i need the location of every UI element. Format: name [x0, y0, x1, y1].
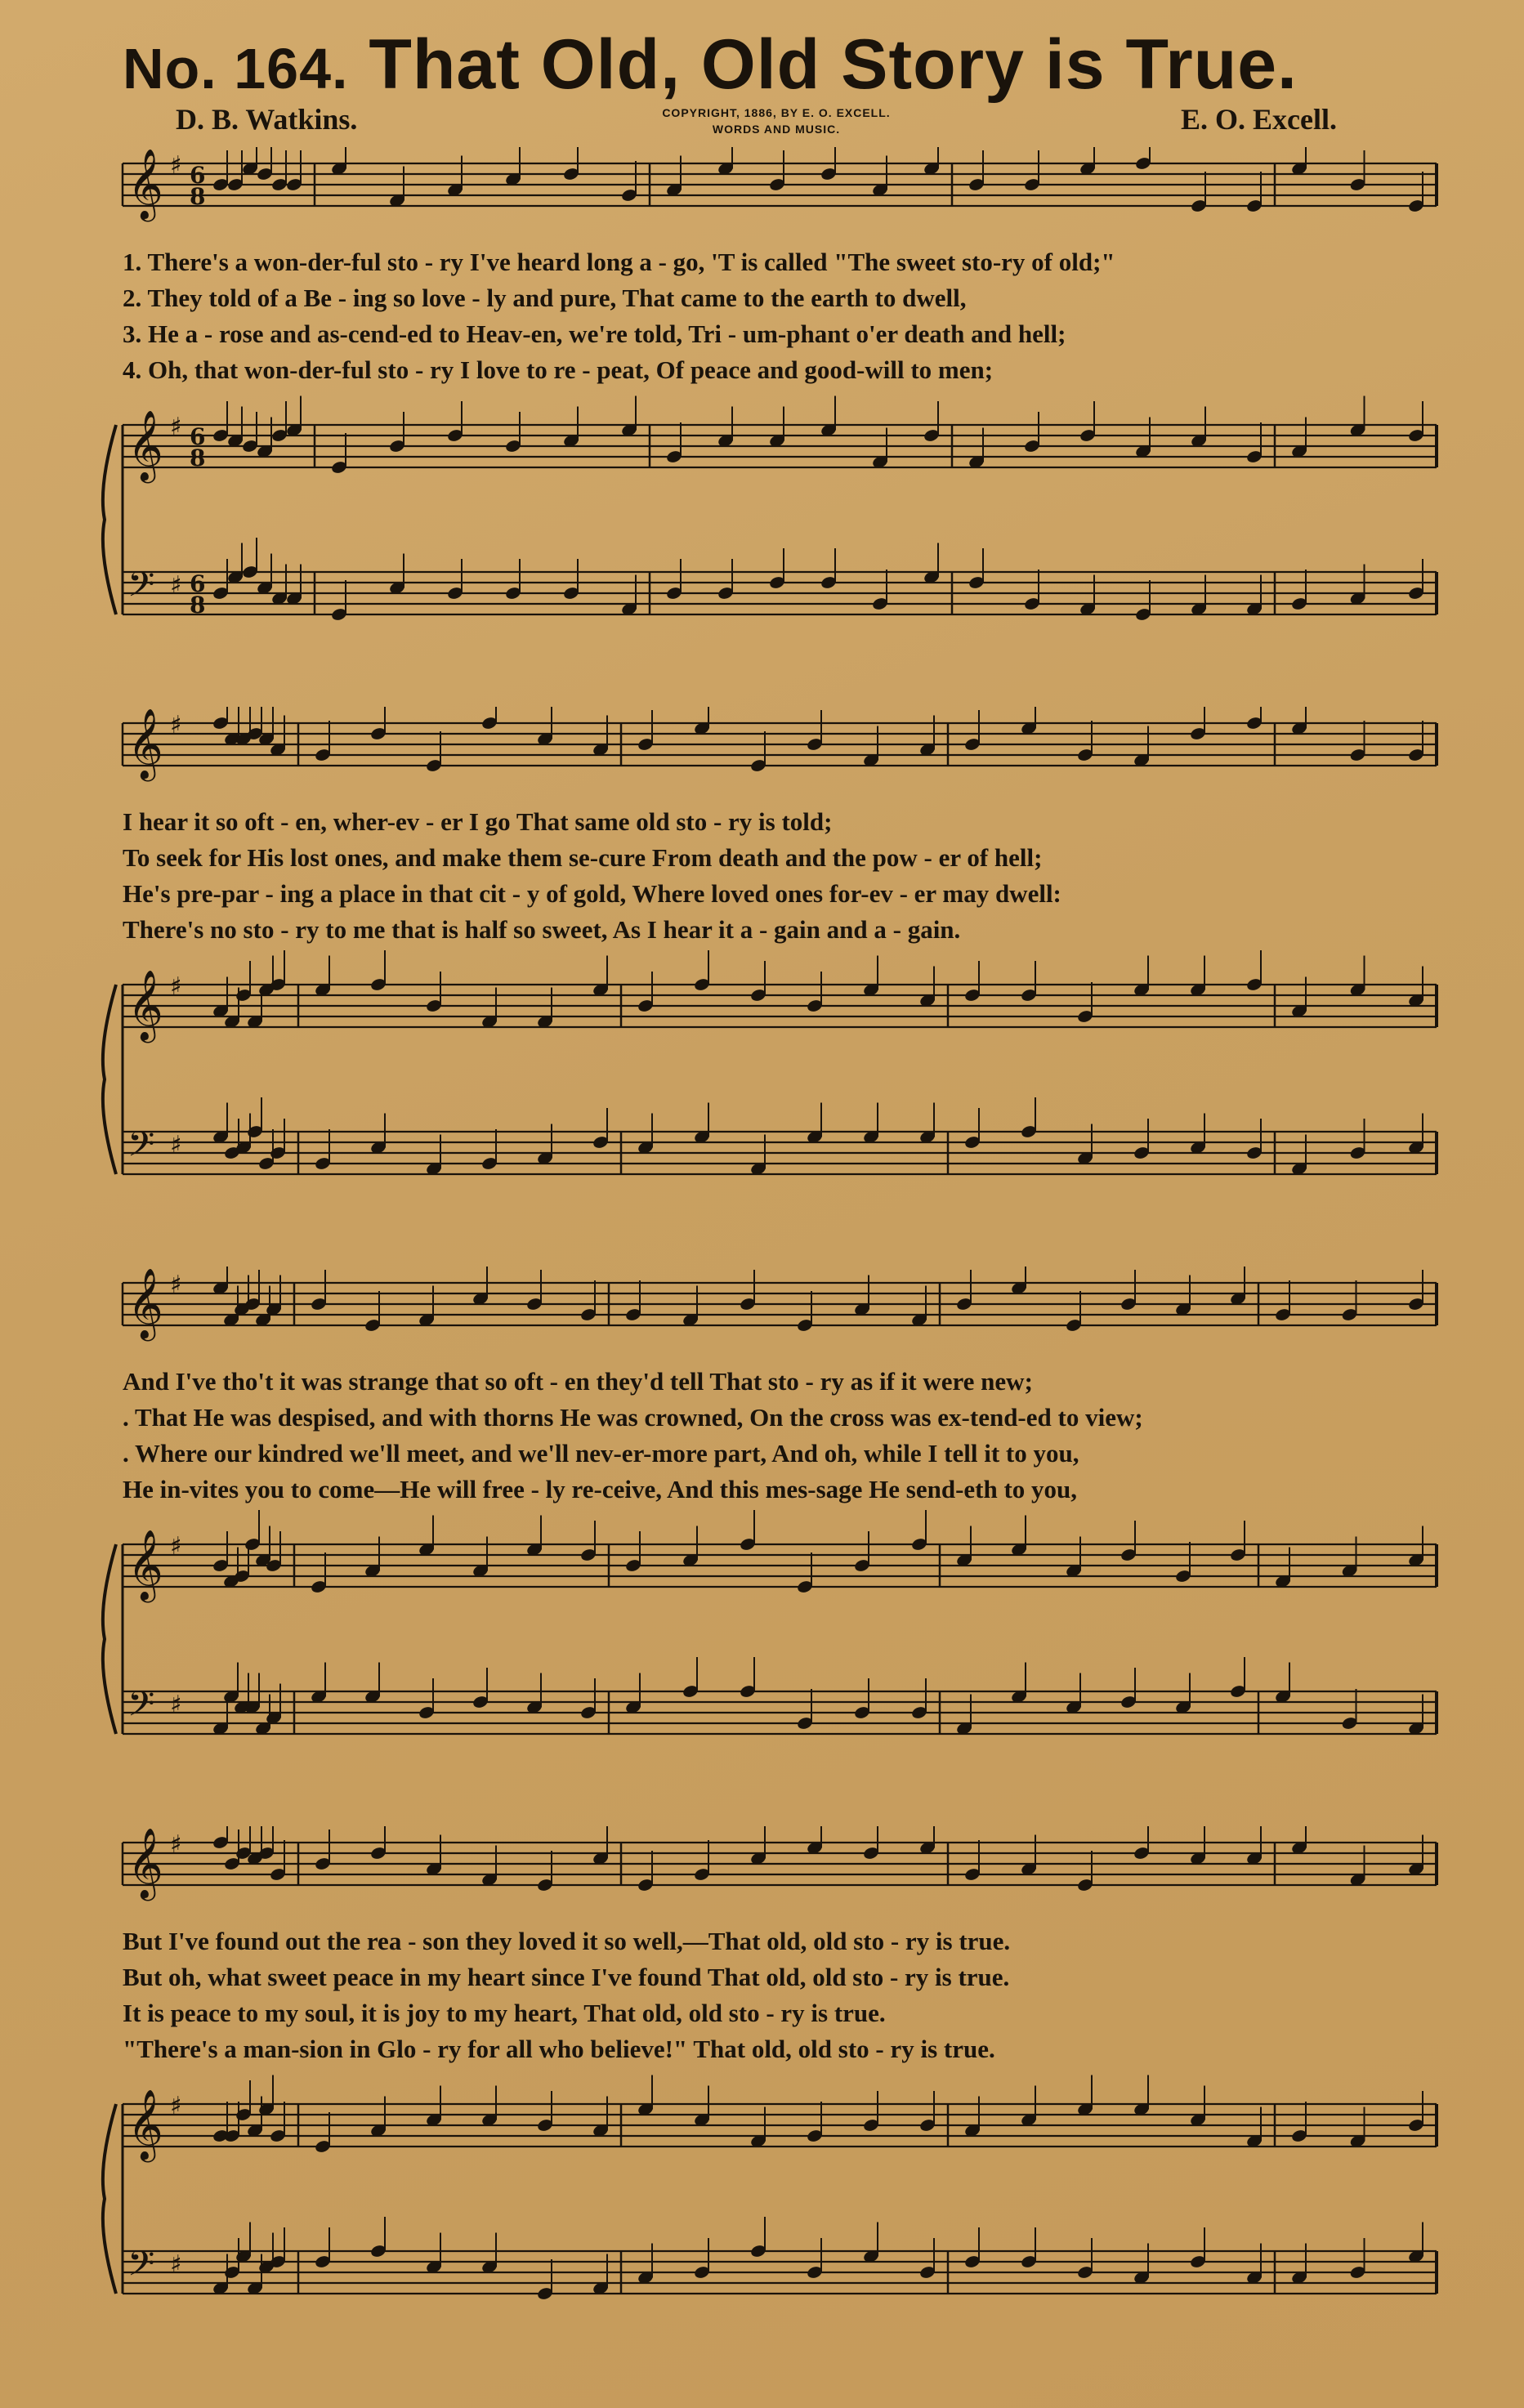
key-sharp: ♯ — [170, 151, 182, 180]
treble-clef: 𝄞 — [127, 1268, 163, 1338]
key-sharp: ♯ — [170, 1131, 182, 1159]
music-system-3 — [0, 1267, 1524, 1798]
treble-clef: 𝄞 — [127, 708, 163, 779]
verse-1-lyric: 1. There's a won-der-ful sto - ry I've heard long a - go, 'T is called "The sweet sto-ry of old;" — [123, 248, 1115, 276]
music-system-2 — [0, 707, 1524, 1238]
time-signature-bottom: 8 — [190, 445, 206, 471]
key-sharp: ♯ — [170, 1691, 182, 1719]
verse-2-lyric: 2. They told of a Be - ing so love - ly and pure, That came to the earth to dwell, — [123, 284, 967, 312]
key-sharp: ♯ — [170, 1532, 182, 1561]
staff-notation — [0, 707, 1524, 1238]
lyricist-credit: D. B. Watkins. — [176, 103, 358, 136]
key-sharp: ♯ — [170, 571, 182, 600]
grand-staff-brace — [103, 985, 116, 1174]
verse-1-lyric: I hear it so oft - en, wher-ev - er I go That same old sto - ry is told; — [123, 807, 833, 836]
hymn-header — [0, 0, 1524, 172]
verse-4-lyric: He in-vites you to come—He will free - ly re-ceive, And this mes-sage He send-eth to you, — [123, 1475, 1078, 1503]
time-signature-bottom: 8 — [190, 183, 206, 210]
key-sharp: ♯ — [170, 2250, 182, 2279]
staff-notation — [0, 1826, 1524, 2357]
hymn-title — [123, 25, 1298, 105]
grand-staff-brace — [103, 1544, 116, 1734]
key-sharp: ♯ — [170, 972, 182, 1001]
hymn-title-text: That Old, Old Story is True. — [369, 25, 1298, 104]
treble-clef: 𝄞 — [127, 970, 163, 1040]
bass-clef: 𝄢 — [127, 1684, 155, 1733]
bass-clef: 𝄢 — [127, 565, 155, 614]
verse-3-lyric: 3. He a - rose and as-cend-ed to Heav-en, we're told, Tri - um-phant o'er death and hell; — [123, 319, 1066, 348]
key-sharp: ♯ — [170, 1830, 182, 1859]
composer-credit: E. O. Excell. — [1181, 103, 1337, 136]
bass-clef: 𝄢 — [127, 2244, 155, 2293]
treble-clef: 𝄞 — [127, 1530, 163, 1600]
copyright-notice — [572, 105, 981, 137]
music-system-1 — [0, 147, 1524, 678]
copyright-line: WORDS AND MUSIC. — [712, 123, 841, 136]
bass-clef: 𝄢 — [127, 1124, 155, 1173]
verse-4-lyric: 4. Oh, that won-der-ful sto - ry I love to re - peat, Of peace and good-will to men; — [123, 355, 994, 384]
time-signature-bottom: 8 — [190, 592, 206, 619]
verse-4-lyric: There's no sto - ry to me that is half so sweet, As I hear it a - gain and a - gain. — [123, 915, 961, 944]
treble-clef: 𝄞 — [127, 2089, 163, 2160]
treble-clef: 𝄞 — [127, 1828, 163, 1898]
time-signature-top: 6 — [190, 570, 206, 597]
verse-1-lyric: But I've found out the rea - son they loved it so well,—That old, old sto - ry is true. — [123, 1927, 1011, 1955]
staff-notation — [0, 1267, 1524, 1798]
time-signature-top: 6 — [190, 423, 206, 450]
treble-clef: 𝄞 — [127, 149, 163, 219]
verse-3-lyric: . Where our kindred we'll meet, and we'll nev-er-more part, And oh, while I tell it to you, — [123, 1439, 1079, 1468]
verse-3-lyric: He's pre-par - ing a place in that cit - y of gold, Where loved ones for-ev - er may dwell: — [123, 879, 1061, 908]
key-sharp: ♯ — [170, 2092, 182, 2120]
music-system-4 — [0, 1826, 1524, 2357]
verse-2-lyric: . That He was despised, and with thorns He was crowned, On the cross was ex-tend-ed to view; — [123, 1403, 1143, 1432]
hymn-number: No. 164. — [123, 37, 349, 101]
verse-4-lyric: "There's a man-sion in Glo - ry for all who believe!" That old, old sto - ry is true. — [123, 2035, 995, 2063]
copyright-line: COPYRIGHT, 1886, BY E. O. EXCELL. — [662, 106, 891, 119]
staff-notation — [0, 147, 1524, 678]
grand-staff-brace — [103, 2104, 116, 2294]
grand-staff-brace — [103, 425, 116, 614]
verse-3-lyric: It is peace to my soul, it is joy to my heart, That old, old sto - ry is true. — [123, 1999, 886, 2027]
verse-2-lyric: But oh, what sweet peace in my heart since I've found That old, old sto - ry is true. — [123, 1963, 1010, 1991]
key-sharp: ♯ — [170, 413, 182, 441]
key-sharp: ♯ — [170, 711, 182, 739]
key-sharp: ♯ — [170, 1271, 182, 1299]
verse-2-lyric: To seek for His lost ones, and make them se-cure From death and the pow - er of hell; — [123, 843, 1043, 872]
time-signature-top: 6 — [190, 162, 206, 189]
verse-1-lyric: And I've tho't it was strange that so oft - en they'd tell That sto - ry as if it were new; — [123, 1367, 1033, 1396]
treble-clef: 𝄞 — [127, 410, 163, 480]
